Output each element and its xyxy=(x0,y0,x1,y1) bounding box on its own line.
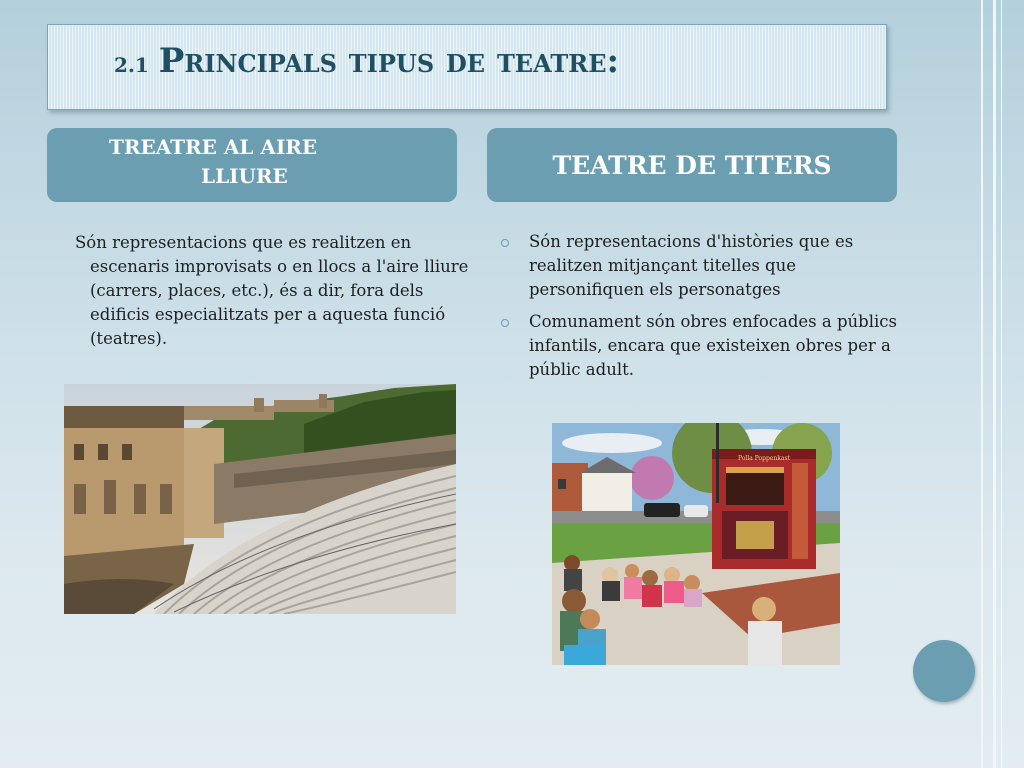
title-main-text: Principals tipus de teatre: xyxy=(158,41,620,81)
header-line-2: LLIURE xyxy=(201,164,288,188)
puppet-sign: Polla Poppenkast xyxy=(738,455,790,462)
decorative-line xyxy=(993,0,996,768)
list-item xyxy=(497,230,897,302)
list-item xyxy=(497,310,897,382)
puppet-theatre-bullets xyxy=(497,230,897,390)
header-line-1: TREATRE AL AIRE xyxy=(109,135,318,159)
roman-theatre-photo xyxy=(64,384,456,614)
title-number: 2.1 xyxy=(114,53,149,77)
bullet-text: Comunament són obres enfocades a públics infantils, encara que existeixen obres per a públic adult. xyxy=(529,312,897,379)
puppet-theatre-header-text: TEATRE DE TITERS xyxy=(552,150,832,180)
outdoor-theatre-header-text xyxy=(109,133,379,191)
decorative-line xyxy=(981,0,983,768)
slide-title xyxy=(114,41,620,81)
puppet-theatre-header xyxy=(487,128,897,202)
bullet-circle-icon xyxy=(501,239,509,247)
bullet-text: Són representacions d'històries que es realitzen mitjançant titelles que personifiquen els personatges xyxy=(529,232,854,299)
outdoor-theatre-description: Són representacions que es realitzen en escenaris improvisats o en llocs a l'aire lliure (carrers, places, etc.), és a dir, fora dels edificis especialitzats per a aquesta funció (teatres). xyxy=(75,233,469,348)
decorative-circle xyxy=(913,640,975,702)
bullet-circle-icon xyxy=(501,319,509,327)
decorative-line xyxy=(1001,0,1002,768)
outdoor-theatre-header xyxy=(47,128,457,202)
puppet-theatre-photo xyxy=(552,423,840,665)
